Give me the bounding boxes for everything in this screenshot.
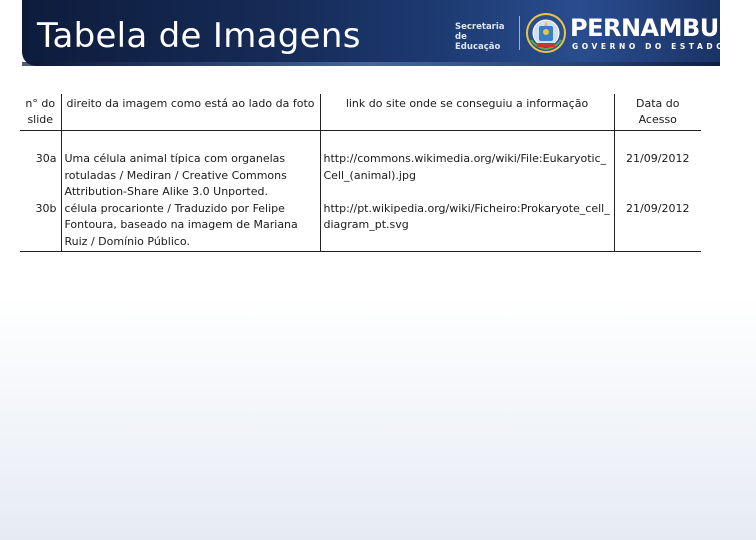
state-name-logo: PERNAMBUCO <box>570 14 756 42</box>
header-image-rights: direito da imagem como está ao lado da foto <box>61 94 320 131</box>
access-date-cell: 21/09/2012 <box>614 201 701 252</box>
image-rights-cell: Uma célula animal típica com organelas rotuladas / Mediran / Creative Commons Attribution-Share Alike 3.0 Unported. <box>61 131 320 201</box>
table-header-row <box>20 94 701 131</box>
page-title: Tabela de Imagens <box>37 16 361 56</box>
image-credits-table <box>20 94 701 252</box>
source-link-cell: http://commons.wikimedia.org/wiki/File:Eukaryotic_Cell_(animal).jpg <box>320 131 614 201</box>
slide-number-cell: 30b <box>20 201 61 252</box>
header-source-link: link do site onde se conseguiu a informação <box>320 94 614 131</box>
secretaria-line-1: Secretaria de <box>455 22 505 42</box>
table-row <box>20 201 701 252</box>
access-date-cell: 21/09/2012 <box>626 152 690 165</box>
logo-divider <box>519 16 520 50</box>
header-access-date: Data do Acesso <box>614 94 701 131</box>
header-slide-number: n° do slide <box>20 94 61 131</box>
table-row <box>20 131 701 201</box>
slide-number-cell: 30a <box>20 131 61 201</box>
state-subtitle-logo: GOVERNO DO ESTADO <box>572 42 727 51</box>
image-rights-cell: célula procarionte / Traduzido por Felipe Fontoura, baseado na imagem de Mariana Ruiz / Domínio Público. <box>61 201 320 252</box>
secretaria-line-2: Educação <box>455 42 501 52</box>
secretaria-logo-text <box>455 22 515 52</box>
pernambuco-coat-of-arms-icon <box>525 12 567 54</box>
source-link-cell: http://pt.wikipedia.org/wiki/Ficheiro:Prokaryote_cell_diagram_pt.svg <box>320 201 614 252</box>
